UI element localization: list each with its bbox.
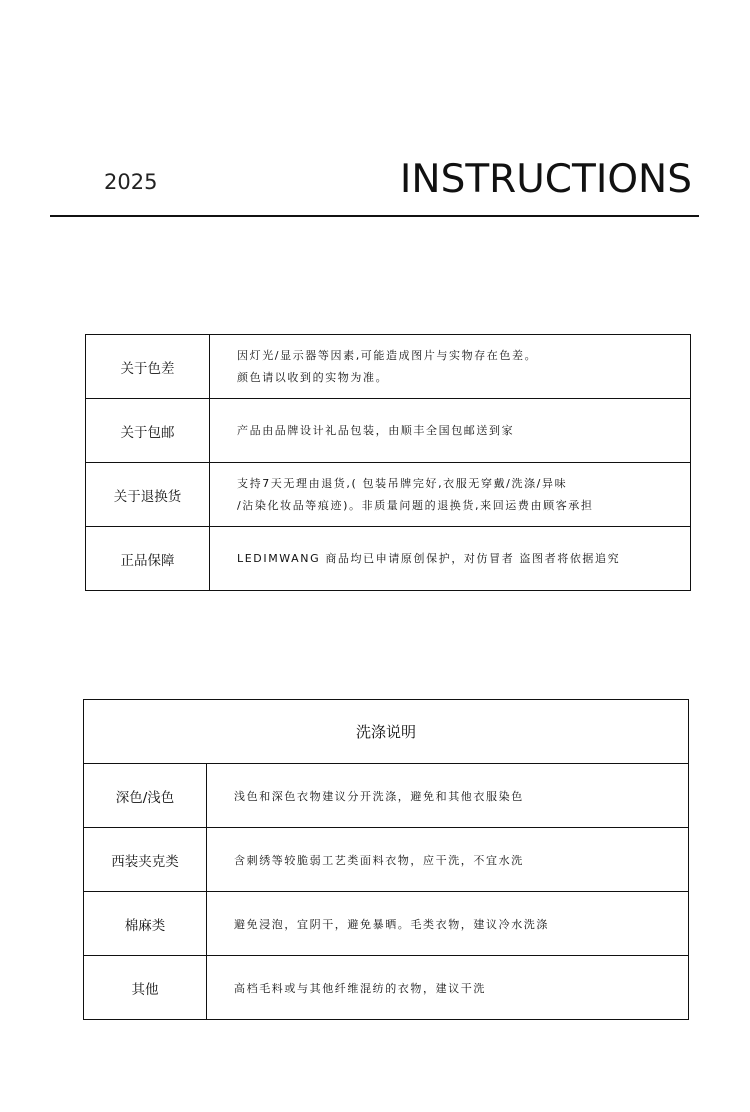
table-row	[84, 828, 689, 892]
row-label: 关于包邮	[86, 399, 210, 463]
row-label: 关于退换货	[86, 463, 210, 527]
year-label: 2025	[104, 170, 158, 194]
table-row	[86, 399, 691, 463]
row-content	[210, 463, 691, 527]
row-content: 避免浸泡，宜阴干，避免暴晒。毛类衣物，建议冷水洗涤	[207, 892, 689, 956]
row-label: 棉麻类	[84, 892, 207, 956]
row-content: 含刺绣等较脆弱工艺类面料衣物，应干洗，不宜水洗	[207, 828, 689, 892]
table-row	[84, 764, 689, 828]
table-row	[86, 463, 691, 527]
row-content: 高档毛料或与其他纤维混纺的衣物，建议干洗	[207, 956, 689, 1020]
row-label: 西装夹克类	[84, 828, 207, 892]
row-content	[210, 399, 691, 463]
table-row	[84, 956, 689, 1020]
row-text-line: /沾染化妆品等痕迹)。非质量问题的退换货,来回运费由顾客承担	[237, 498, 594, 512]
row-label: 关于色差	[86, 335, 210, 399]
row-label: 其他	[84, 956, 207, 1020]
row-text-line: 颜色请以收到的实物为准。	[237, 370, 389, 384]
row-label: 深色/浅色	[84, 764, 207, 828]
row-content: 浅色和深色衣物建议分开洗涤，避免和其他衣服染色	[207, 764, 689, 828]
washing-table	[83, 699, 689, 1020]
notice-table	[85, 334, 691, 591]
table-row	[86, 335, 691, 399]
row-content	[210, 527, 691, 591]
row-text-line: 产品由品牌设计礼品包装，由顺丰全国包邮送到家	[237, 423, 515, 437]
row-text-line: 因灯光/显示器等因素,可能造成图片与实物存在色差。	[237, 348, 538, 362]
row-content	[210, 335, 691, 399]
row-text-line: 支持7天无理由退货,( 包装吊牌完好,衣服无穿戴/洗涤/异味	[237, 476, 568, 490]
washing-heading: 洗涤说明	[84, 700, 689, 764]
table-header-row	[84, 700, 689, 764]
row-label: 正品保障	[86, 527, 210, 591]
page-title: INSTRUCTIONS	[399, 157, 692, 202]
table-row	[86, 527, 691, 591]
header-divider	[50, 215, 699, 217]
table-row	[84, 892, 689, 956]
row-text-line: LEDIMWANG 商品均已申请原创保护，对仿冒者 盗图者将依据追究	[237, 551, 621, 565]
